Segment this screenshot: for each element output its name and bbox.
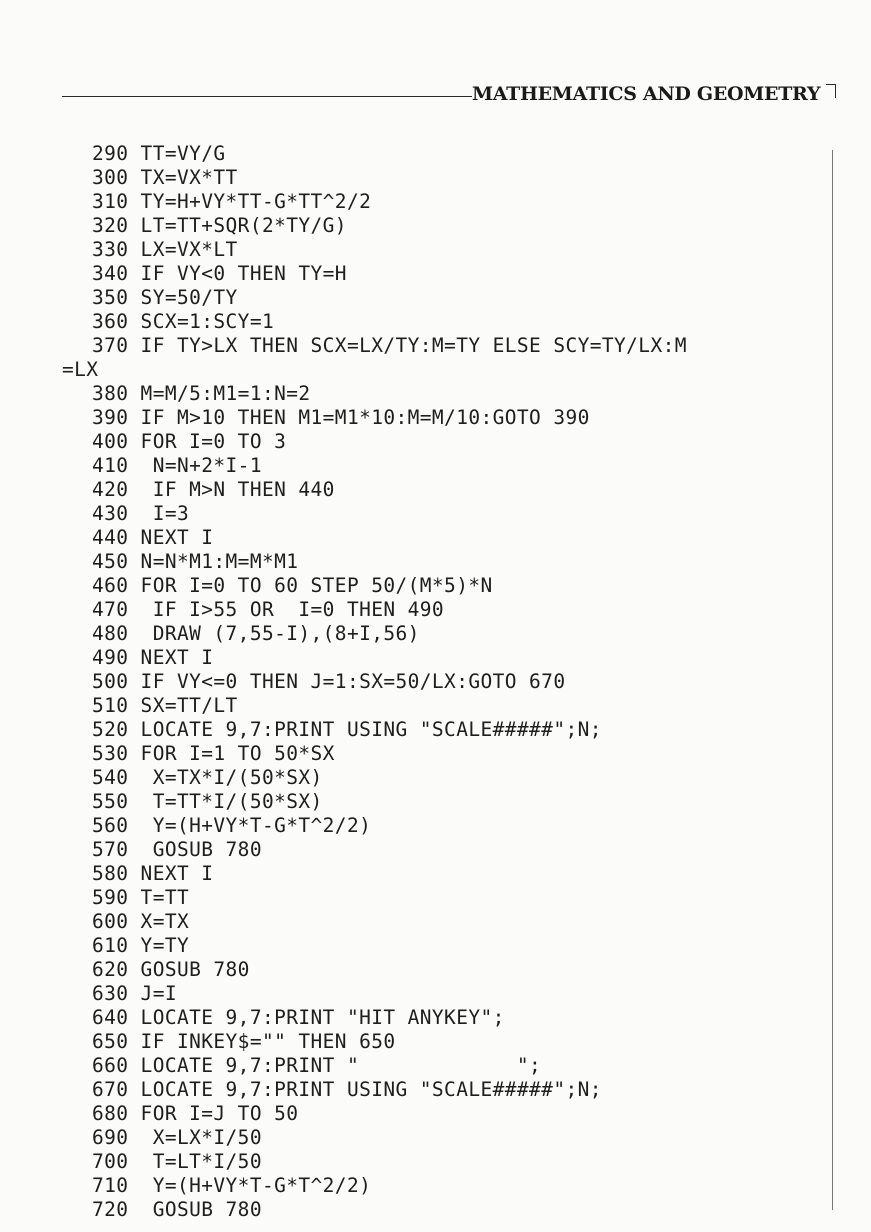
line-number: 530	[92, 742, 129, 765]
code-text: IF M>10 THEN M1=M1*10:M=M/10:GOTO 390	[128, 406, 590, 429]
line-number: 540	[92, 766, 129, 789]
code-line	[92, 934, 189, 958]
code-line	[92, 430, 286, 454]
line-number: 550	[92, 790, 129, 813]
code-text: IF M>N THEN 440	[128, 478, 335, 501]
line-number: 510	[92, 694, 129, 717]
code-line	[92, 502, 189, 526]
code-text: FOR I=0 TO 3	[128, 430, 287, 453]
code-text: M=M/5:M1=1:N=2	[128, 382, 311, 405]
code-line	[92, 1078, 602, 1102]
code-line	[92, 622, 420, 646]
line-number: 320	[92, 214, 129, 237]
code-line	[92, 814, 371, 838]
code-line	[92, 766, 323, 790]
line-number: 400	[92, 430, 129, 453]
code-text: TY=H+VY*TT-G*TT^2/2	[128, 190, 372, 213]
line-number: 660	[92, 1054, 129, 1077]
code-text: N=N*M1:M=M*M1	[128, 550, 299, 573]
line-number: 370	[92, 334, 129, 357]
line-number: 330	[92, 238, 129, 261]
code-line	[92, 382, 311, 406]
line-number: 650	[92, 1030, 129, 1053]
code-text: TX=VX*TT	[128, 166, 238, 189]
line-number: 500	[92, 670, 129, 693]
line-number: 360	[92, 310, 129, 333]
code-text: N=N+2*I-1	[128, 454, 262, 477]
code-line	[92, 166, 238, 190]
code-text: T=LT*I/50	[128, 1150, 262, 1173]
line-number: 600	[92, 910, 129, 933]
line-number: 470	[92, 598, 129, 621]
code-line	[92, 406, 590, 430]
code-text: Y=(H+VY*T-G*T^2/2)	[128, 1174, 372, 1197]
code-text: J=I	[128, 982, 177, 1005]
code-text: FOR I=1 TO 50*SX	[128, 742, 335, 765]
line-number: 690	[92, 1126, 129, 1149]
line-number: 630	[92, 982, 129, 1005]
code-line	[92, 574, 493, 598]
code-text: T=TT	[128, 886, 190, 909]
code-line	[92, 598, 444, 622]
code-text: =LX	[62, 358, 99, 381]
code-line	[92, 1174, 371, 1198]
code-line	[92, 1030, 396, 1054]
code-text: I=3	[128, 502, 190, 525]
line-number: 520	[92, 718, 129, 741]
code-text: LT=TT+SQR(2*TY/G)	[128, 214, 347, 237]
code-line	[92, 646, 213, 670]
header-rule	[62, 96, 472, 97]
code-text: Y=(H+VY*T-G*T^2/2)	[128, 814, 372, 837]
code-text: IF VY<=0 THEN J=1:SX=50/LX:GOTO 670	[128, 670, 566, 693]
line-number: 450	[92, 550, 129, 573]
code-text: IF INKEY$="" THEN 650	[128, 1030, 396, 1053]
line-number: 570	[92, 838, 129, 861]
code-text: X=TX*I/(50*SX)	[128, 766, 323, 789]
code-text: TT=VY/G	[128, 142, 226, 165]
code-line	[92, 310, 274, 334]
code-line	[92, 1198, 262, 1222]
line-number: 580	[92, 862, 129, 885]
code-text: X=LX*I/50	[128, 1126, 262, 1149]
code-line	[92, 838, 262, 862]
code-line	[92, 214, 347, 238]
code-text: GOSUB 780	[128, 958, 250, 981]
code-line	[92, 886, 189, 910]
code-line	[92, 1054, 541, 1078]
code-line	[92, 1006, 505, 1030]
line-number: 440	[92, 526, 129, 549]
code-line	[92, 1150, 262, 1174]
code-text: LOCATE 9,7:PRINT USING "SCALE#####";N;	[128, 718, 602, 741]
code-text: SCX=1:SCY=1	[128, 310, 275, 333]
line-number: 480	[92, 622, 129, 645]
code-text: LOCATE 9,7:PRINT "HIT ANYKEY";	[128, 1006, 505, 1029]
code-text: LOCATE 9,7:PRINT USING "SCALE#####";N;	[128, 1078, 602, 1101]
line-number: 670	[92, 1078, 129, 1101]
code-line	[92, 142, 226, 166]
line-number: 720	[92, 1198, 129, 1221]
line-number: 310	[92, 190, 129, 213]
code-line	[92, 262, 347, 286]
code-line	[92, 958, 250, 982]
line-number: 430	[92, 502, 129, 525]
code-text: SX=TT/LT	[128, 694, 238, 717]
code-line	[92, 238, 238, 262]
code-line	[92, 526, 213, 550]
line-number: 340	[92, 262, 129, 285]
code-line	[92, 1102, 298, 1126]
code-line	[92, 790, 323, 814]
code-text: FOR I=J TO 50	[128, 1102, 299, 1125]
header-corner-mark	[826, 84, 836, 98]
line-number: 610	[92, 934, 129, 957]
code-line	[92, 718, 602, 742]
code-line	[92, 742, 335, 766]
code-text: LX=VX*LT	[128, 238, 238, 261]
line-number: 290	[92, 142, 129, 165]
code-text: Y=TY	[128, 934, 190, 957]
code-text: FOR I=0 TO 60 STEP 50/(M*5)*N	[128, 574, 493, 597]
margin-rule	[832, 150, 833, 1210]
code-text: IF TY>LX THEN SCX=LX/TY:M=TY ELSE SCY=TY/LX:M	[128, 334, 687, 357]
code-text: GOSUB 780	[128, 838, 262, 861]
code-line	[92, 190, 371, 214]
line-number: 620	[92, 958, 129, 981]
code-line	[92, 862, 213, 886]
line-number: 420	[92, 478, 129, 501]
line-number: 460	[92, 574, 129, 597]
code-text: T=TT*I/(50*SX)	[128, 790, 323, 813]
code-line	[92, 982, 177, 1006]
code-line	[92, 478, 335, 502]
code-text: LOCATE 9,7:PRINT " ";	[128, 1054, 542, 1077]
line-number: 700	[92, 1150, 129, 1173]
code-text: IF I>55 OR I=0 THEN 490	[128, 598, 445, 621]
code-line-continuation	[62, 358, 98, 382]
line-number: 590	[92, 886, 129, 909]
line-number: 380	[92, 382, 129, 405]
line-number: 680	[92, 1102, 129, 1125]
code-text: SY=50/TY	[128, 286, 238, 309]
code-text: NEXT I	[128, 862, 214, 885]
code-line	[92, 1126, 262, 1150]
code-text: IF VY<0 THEN TY=H	[128, 262, 347, 285]
code-line	[92, 550, 298, 574]
code-text: NEXT I	[128, 526, 214, 549]
code-line	[92, 286, 238, 310]
code-text: DRAW (7,55-I),(8+I,56)	[128, 622, 420, 645]
line-number: 350	[92, 286, 129, 309]
line-number: 560	[92, 814, 129, 837]
code-line	[92, 670, 565, 694]
code-line	[92, 910, 189, 934]
code-line	[92, 454, 262, 478]
code-line	[92, 694, 238, 718]
line-number: 640	[92, 1006, 129, 1029]
line-number: 490	[92, 646, 129, 669]
code-text: NEXT I	[128, 646, 214, 669]
code-text: GOSUB 780	[128, 1198, 262, 1221]
line-number: 410	[92, 454, 129, 477]
line-number: 710	[92, 1174, 129, 1197]
line-number: 300	[92, 166, 129, 189]
page-header-title: MATHEMATICS AND GEOMETRY	[472, 83, 821, 105]
code-text: X=TX	[128, 910, 190, 933]
line-number: 390	[92, 406, 129, 429]
code-line	[92, 334, 687, 358]
